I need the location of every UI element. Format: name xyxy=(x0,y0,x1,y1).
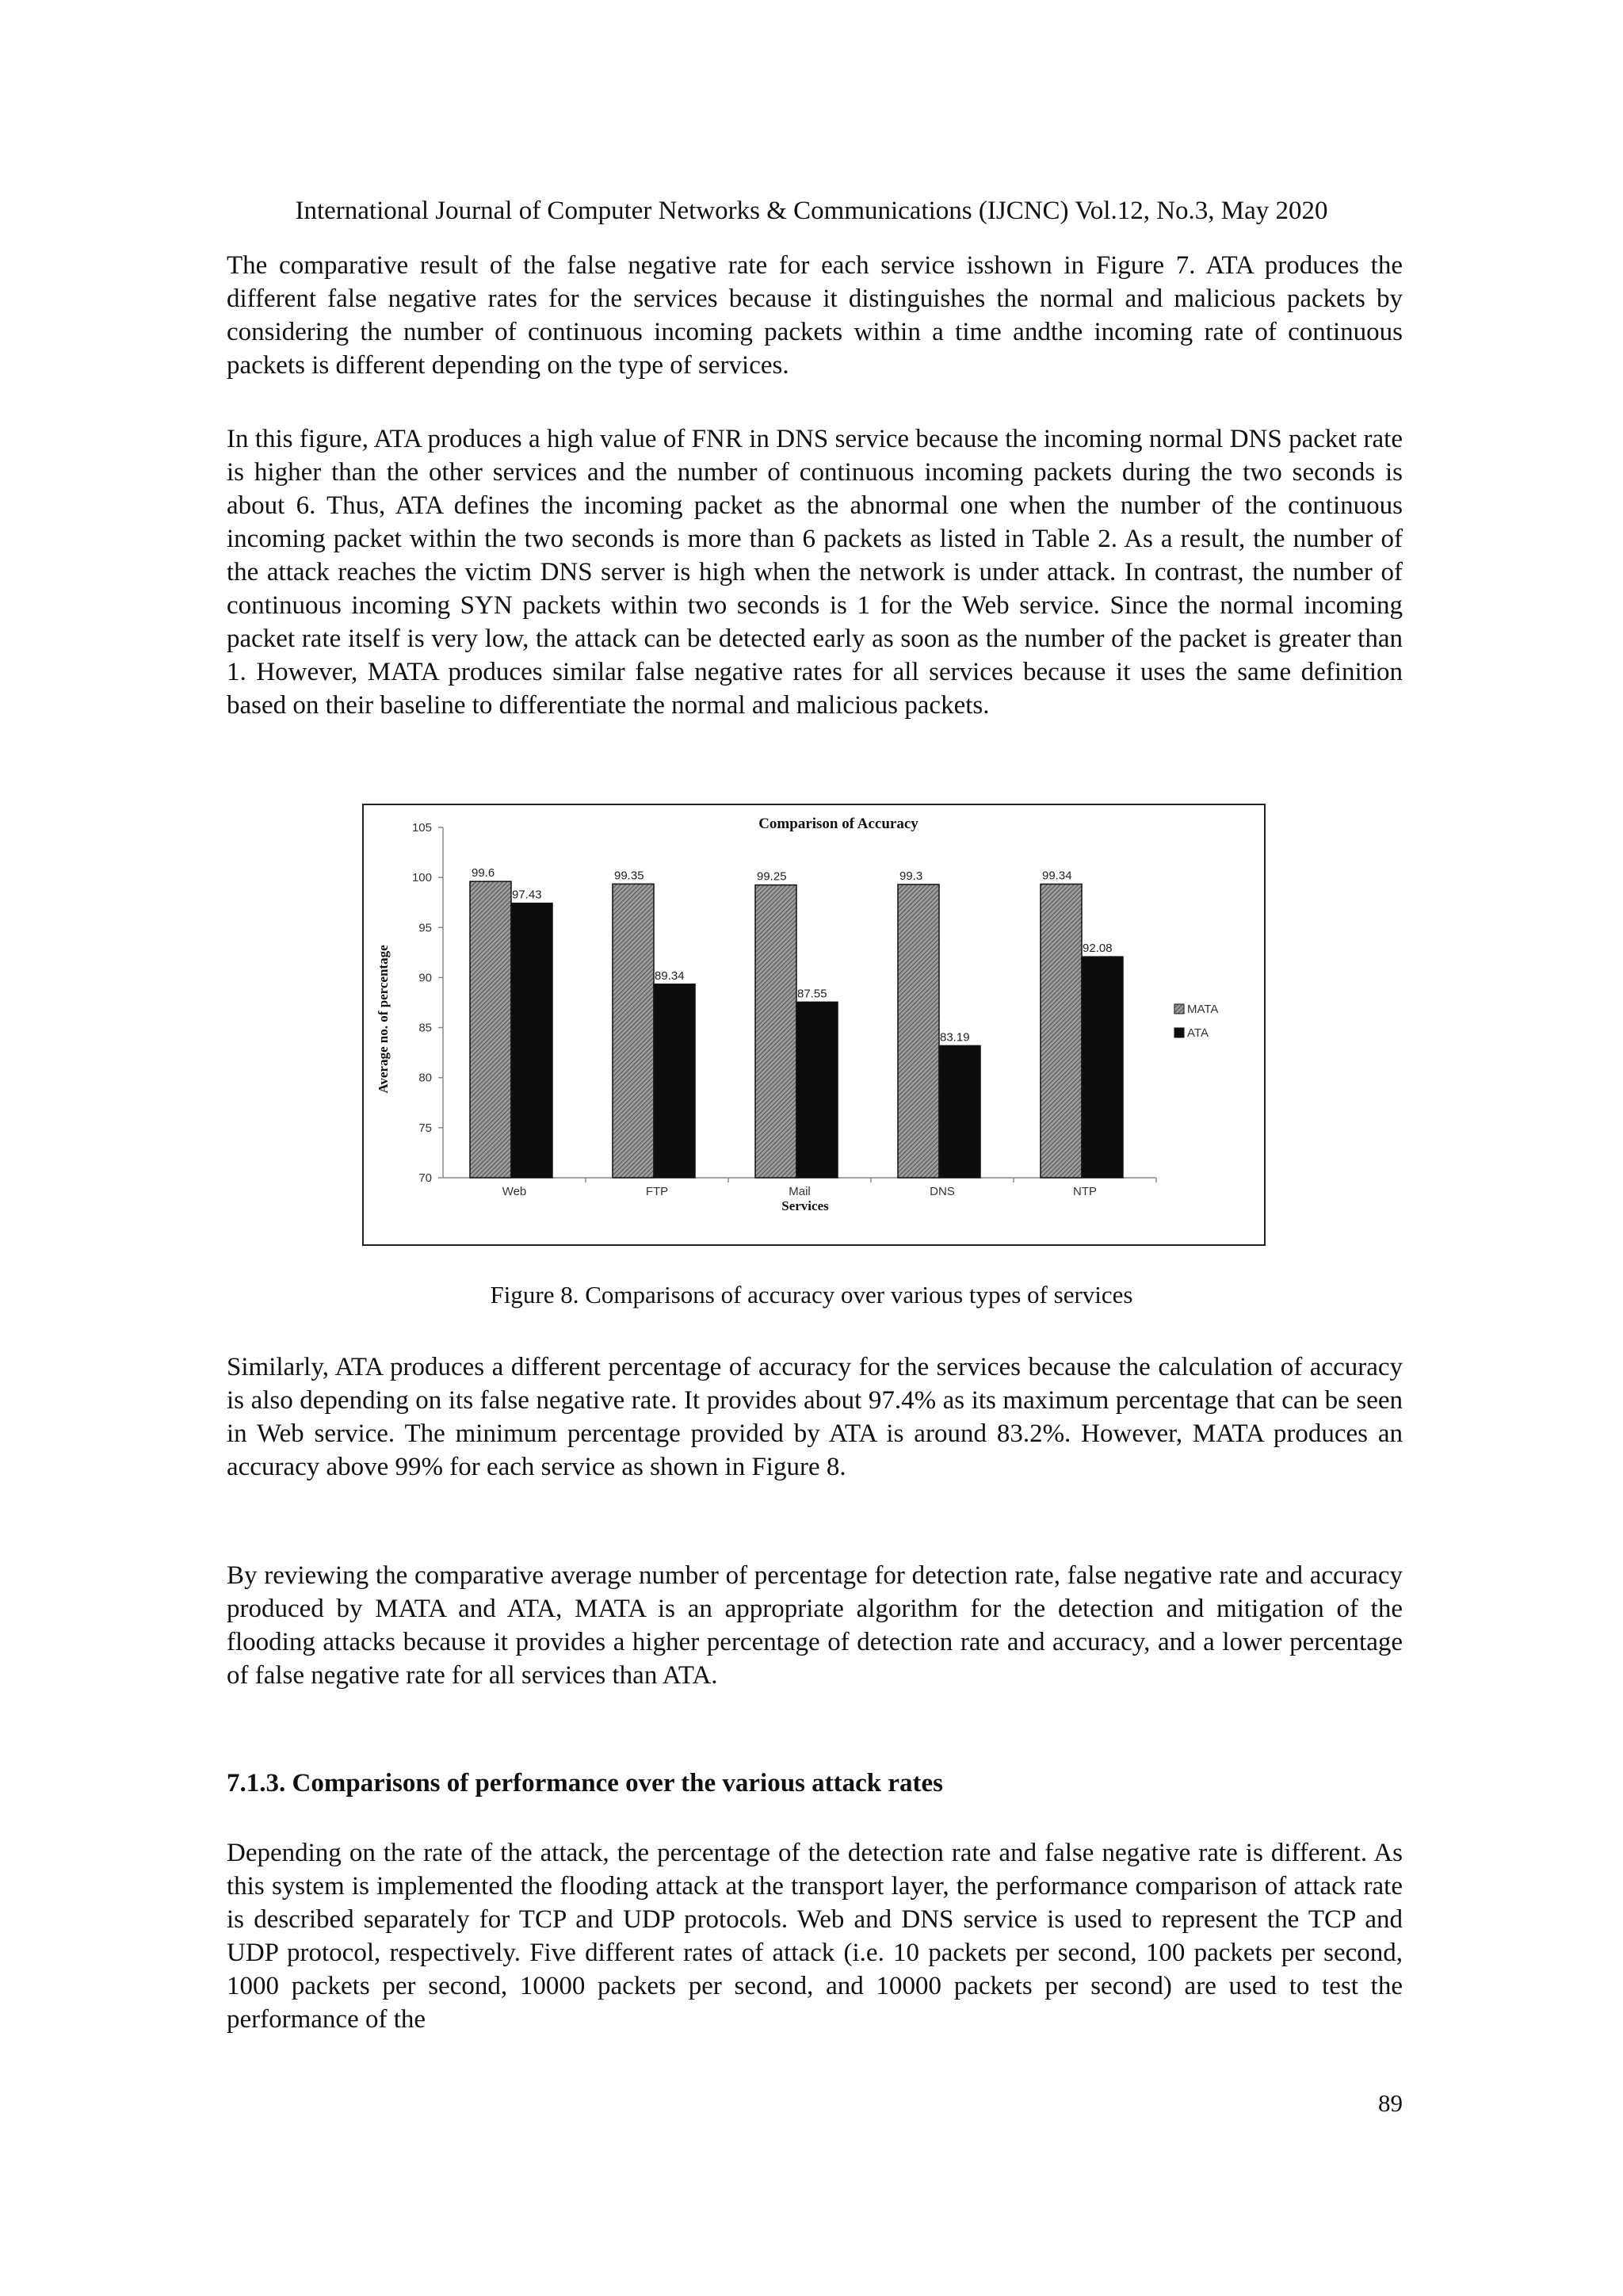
y-tick-label: 90 xyxy=(418,971,432,985)
chart-title: Comparison of Accuracy xyxy=(758,816,918,832)
bar-ata-web xyxy=(511,904,552,1178)
legend-label-ata: ATA xyxy=(1187,1026,1209,1040)
paragraph-3: Similarly, ATA produces a different percentage of accuracy for the services because the calculation of accuracy is also depending on its false negative rate. It provides about 97.4% as its maximum percentage that can be seen in Web service. The minimum percentage provided by ATA is around 83.2%. However, MATA produces an accuracy above 99% for each service as shown in Figure 8. xyxy=(227,1353,1403,1481)
bar-ata-mail xyxy=(796,1002,838,1178)
data-label-ata: 89.34 xyxy=(655,968,685,983)
bar-mata-ntp xyxy=(1041,884,1082,1178)
x-tick-label: Mail xyxy=(789,1185,811,1198)
y-tick-label: 80 xyxy=(418,1071,432,1085)
section-heading: 7.1.3. Comparisons of performance over the various attack rates xyxy=(227,1769,943,1797)
page-number: 89 xyxy=(1378,2089,1403,2117)
y-tick-label: 70 xyxy=(418,1171,432,1185)
bar-mata-dns xyxy=(898,884,939,1178)
x-axis-label: Services xyxy=(781,1198,829,1213)
y-tick-label: 105 xyxy=(411,821,432,835)
legend-swatch-ata xyxy=(1174,1028,1184,1037)
paragraph-5: Depending on the rate of the attack, the percentage of the detection rate and false negative rate is different. As this system is implemented the flooding attack at the transport layer, the performance comparison of attack rate is described separately for TCP and UDP protocols. Web and DNS service is used to represent the TCP and UDP protocol, respectively. Five different rates of attack (i.e. 10 packets per second, 100 packets per second, 1000 packets per second, 10000 packets per second, and 10000 packets per second) are used to test the performance of the xyxy=(227,1839,1403,2034)
y-tick-label: 75 xyxy=(418,1121,432,1135)
bar-mata-ftp xyxy=(613,884,654,1178)
paragraph-2: In this figure, ATA produces a high value of FNR in DNS service because the incoming normal DNS packet rate is higher than the other services and the number of continuous incoming packets during the two seconds is about 6. Thus, ATA defines the incoming packet as the abnormal one when the number of the continuous incoming packet within the two seconds is more than 6 packets as listed in Table 2. As a result, the number of the attack reaches the victim DNS server is high when the network is under attack. In contrast, the number of continuous incoming SYN packets within two seconds is 1 for the Web service. Since the normal incoming packet rate itself is very low, the attack can be detected early as soon as the number of the packet is greater than 1. However, MATA produces similar false negative rates for all services because it uses the same definition based on their baseline to differentiate the normal and malicious packets. xyxy=(227,425,1403,720)
data-label-ata: 83.19 xyxy=(940,1030,970,1045)
legend-label-mata: MATA xyxy=(1187,1003,1219,1016)
data-label-mata: 99.6 xyxy=(472,866,495,881)
accuracy-bar-chart xyxy=(364,805,1264,1244)
y-axis-label: Average no. of percentage xyxy=(376,945,391,1094)
y-tick-label: 95 xyxy=(418,921,432,935)
paragraph-1: The comparative result of the false negative rate for each service isshown in Figure 7. ATA produces the different false negative rates for the services because it distinguishes the normal and malicious packets by considering the number of continuous incoming packets within a time andthe incoming rate of continuous packets is different depending on the type of services. xyxy=(227,251,1403,380)
data-label-ata: 97.43 xyxy=(512,888,542,902)
bar-ata-dns xyxy=(939,1045,980,1178)
running-header: International Journal of Computer Networks & Communications (IJCNC) Vol.12, No.3, May 2020 xyxy=(295,197,1328,225)
bar-mata-web xyxy=(470,881,511,1178)
y-tick-label: 85 xyxy=(418,1021,432,1035)
data-label-mata: 99.35 xyxy=(614,869,644,883)
paragraph-4: By reviewing the comparative average number of percentage for detection rate, false negative rate and accuracy produced by MATA and ATA, MATA is an appropriate algorithm for the detection and mitigation of the flooding attacks because it provides a higher percentage of detection rate and accuracy, and a lower percentage of false negative rate for all services than ATA. xyxy=(227,1561,1403,1690)
bar-mata-mail xyxy=(755,885,796,1178)
figure-caption: Figure 8. Comparisons of accuracy over various types of services xyxy=(490,1281,1133,1308)
data-label-mata: 99.3 xyxy=(899,869,923,883)
x-tick-label: FTP xyxy=(645,1185,669,1198)
accuracy-chart-figure xyxy=(362,804,1266,1246)
data-label-mata: 99.34 xyxy=(1042,869,1072,883)
bar-ata-ntp xyxy=(1082,957,1123,1178)
data-label-ata: 87.55 xyxy=(797,987,827,1001)
legend-swatch-mata xyxy=(1174,1004,1184,1014)
x-tick-label: DNS xyxy=(930,1185,955,1198)
data-label-mata: 99.25 xyxy=(757,869,787,884)
x-tick-label: NTP xyxy=(1073,1185,1097,1198)
data-label-ata: 92.08 xyxy=(1083,942,1113,956)
bar-ata-ftp xyxy=(654,984,695,1178)
y-tick-label: 100 xyxy=(411,871,432,885)
x-tick-label: Web xyxy=(502,1185,527,1198)
